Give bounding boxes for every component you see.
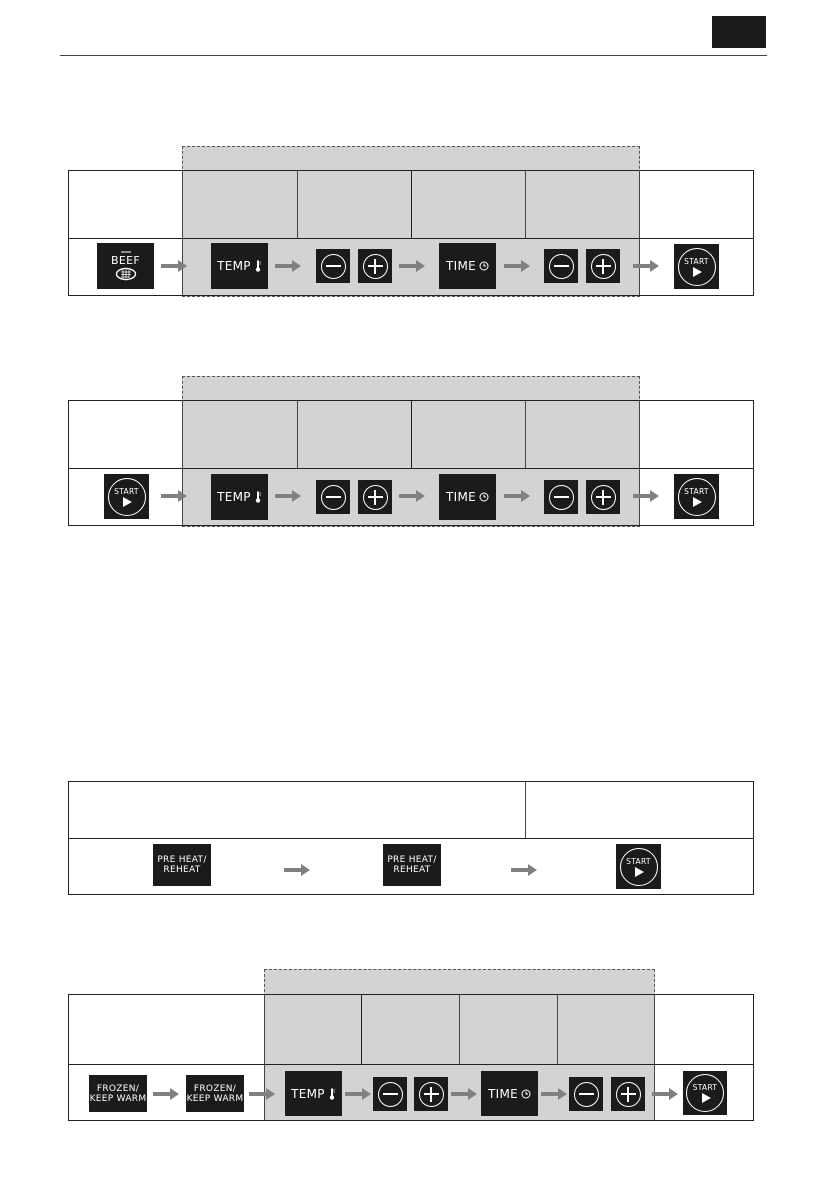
column-divider [411, 170, 412, 238]
arrow-right-icon [161, 260, 187, 272]
arrow-right-icon [633, 490, 659, 502]
column-divider [525, 781, 526, 838]
table-bottom-border [68, 1120, 754, 1121]
frozen-keep-warm-button[interactable] [186, 1075, 244, 1112]
start-button[interactable] [674, 244, 719, 289]
time-label: TIME [487, 1086, 518, 1101]
preheat-reheat-button[interactable] [383, 844, 441, 886]
table-bottom-border [68, 894, 754, 895]
minus-button[interactable] [569, 1077, 603, 1111]
minus-button[interactable] [544, 249, 578, 283]
play-icon [693, 497, 702, 507]
table-bottom-border [68, 525, 754, 526]
temp-label: TEMP [217, 259, 251, 273]
frozen-label: FROZEN/ KEEP WARM [89, 1083, 147, 1104]
thermometer-icon [254, 491, 262, 503]
arrow-right-icon [504, 260, 530, 272]
column-divider [297, 170, 298, 238]
arrow-right-icon [161, 490, 187, 502]
minus-icon [549, 254, 574, 279]
column-divider [361, 994, 362, 1064]
arrow-right-icon [652, 1088, 678, 1100]
arrow-right-icon [284, 864, 310, 876]
column-divider [182, 170, 183, 295]
arrow-right-icon [504, 490, 530, 502]
temp-button[interactable] [211, 474, 268, 520]
clock-icon [479, 261, 489, 271]
table-right-border [753, 400, 754, 525]
arrow-right-icon [399, 490, 425, 502]
arrow-right-icon [275, 260, 301, 272]
arrow-right-icon [399, 260, 425, 272]
minus-icon [321, 254, 346, 279]
table-top-border [68, 781, 754, 782]
arrow-right-icon [633, 260, 659, 272]
minus-button[interactable] [544, 480, 578, 514]
plus-icon [591, 485, 616, 510]
start-label: START [626, 856, 651, 866]
column-divider [525, 400, 526, 468]
plus-icon [591, 254, 616, 279]
start-button[interactable] [683, 1071, 727, 1115]
arrow-right-icon [249, 1088, 275, 1100]
column-divider [297, 400, 298, 468]
clock-icon [521, 1089, 531, 1099]
column-divider [654, 994, 655, 1120]
table-mid-border [68, 1064, 754, 1065]
frozen-label: FROZEN/ KEEP WARM [186, 1083, 244, 1104]
page-number-tab [712, 16, 766, 48]
start-button[interactable] [104, 474, 149, 519]
table-left-border [68, 994, 69, 1120]
table-mid-border [68, 838, 754, 839]
thermometer-icon [328, 1088, 336, 1100]
start-button[interactable] [674, 474, 719, 519]
time-button[interactable] [481, 1071, 538, 1116]
column-divider [411, 400, 412, 468]
indicator-bar [121, 251, 131, 253]
column-divider [639, 400, 640, 525]
column-divider [459, 994, 460, 1064]
minus-button[interactable] [373, 1077, 407, 1111]
start-label: START [114, 486, 139, 496]
table-mid-border [68, 238, 754, 239]
time-button[interactable] [439, 243, 496, 289]
time-label: TIME [445, 490, 476, 504]
temp-button[interactable] [211, 243, 268, 289]
plus-button[interactable] [358, 249, 392, 283]
table-mid-border [68, 468, 754, 469]
plus-button[interactable] [586, 249, 620, 283]
time-label: TIME [445, 259, 476, 273]
column-divider [182, 400, 183, 525]
start-label: START [692, 1083, 718, 1092]
start-button[interactable] [616, 844, 661, 889]
header-rule [60, 55, 767, 56]
column-divider [525, 170, 526, 238]
plus-button[interactable] [414, 1077, 448, 1111]
preheat-reheat-button[interactable] [153, 844, 211, 886]
preheat-label: PRE HEAT/ REHEAT [387, 855, 437, 875]
preheat-label: PRE HEAT/ REHEAT [157, 855, 207, 875]
frozen-keep-warm-button[interactable] [89, 1075, 147, 1112]
minus-icon [378, 1082, 403, 1107]
table-left-border [68, 400, 69, 525]
minus-icon [321, 485, 346, 510]
plus-icon [419, 1082, 444, 1107]
temp-label: TEMP [291, 1086, 325, 1101]
temp-button[interactable] [285, 1071, 342, 1116]
plus-icon [363, 485, 388, 510]
beef-label: BEEF [111, 254, 140, 267]
plus-button[interactable] [358, 480, 392, 514]
play-icon [123, 497, 132, 507]
plus-button[interactable] [586, 480, 620, 514]
plus-icon [616, 1082, 641, 1107]
arrow-right-icon [511, 864, 537, 876]
steak-icon [115, 267, 137, 281]
table-right-border [753, 994, 754, 1120]
start-label: START [684, 486, 709, 496]
column-divider [264, 994, 265, 1120]
minus-button[interactable] [316, 480, 350, 514]
table-bottom-border [68, 295, 754, 296]
column-divider [639, 170, 640, 295]
clock-icon [479, 492, 489, 502]
arrow-right-icon [345, 1088, 371, 1100]
arrow-right-icon [451, 1088, 477, 1100]
table-right-border [753, 170, 754, 295]
plus-button[interactable] [611, 1077, 645, 1111]
minus-icon [549, 485, 574, 510]
plus-icon [363, 254, 388, 279]
time-button[interactable] [439, 474, 496, 520]
arrow-right-icon [275, 490, 301, 502]
start-label: START [684, 256, 709, 266]
table-left-border [68, 781, 69, 894]
play-icon [693, 267, 702, 277]
minus-button[interactable] [316, 249, 350, 283]
thermometer-icon [254, 260, 262, 272]
minus-icon [574, 1082, 599, 1107]
table-left-border [68, 170, 69, 295]
beef-button[interactable] [97, 243, 154, 289]
table-top-border [68, 994, 754, 995]
play-icon [635, 867, 644, 877]
arrow-right-icon [153, 1088, 179, 1100]
arrow-right-icon [541, 1088, 567, 1100]
column-divider [557, 994, 558, 1064]
temp-label: TEMP [217, 490, 251, 504]
table-right-border [753, 781, 754, 894]
play-icon [702, 1093, 711, 1103]
